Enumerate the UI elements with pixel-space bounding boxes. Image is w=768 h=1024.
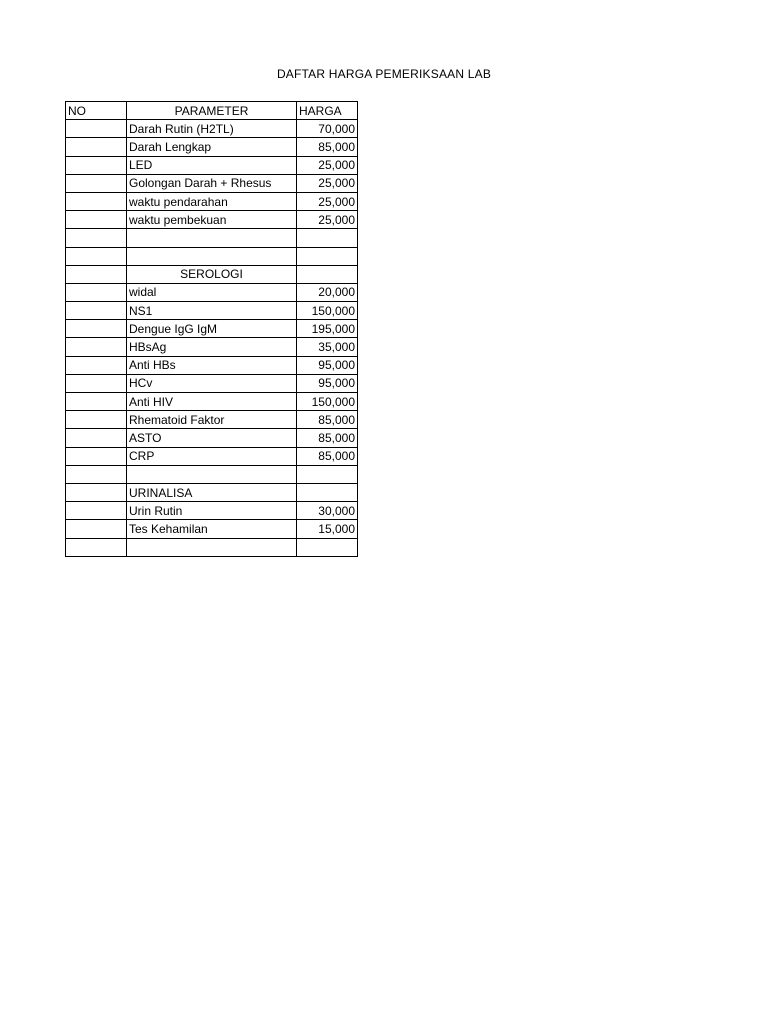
harga-cell [297, 247, 358, 265]
harga-cell: 85,000 [297, 447, 358, 465]
table-row [66, 338, 358, 356]
section-heading: URINALISA [127, 483, 297, 501]
row-no-cell [66, 192, 127, 210]
parameter-cell: LED [127, 156, 297, 174]
harga-cell: 195,000 [297, 320, 358, 338]
section-row [66, 265, 358, 283]
row-no-cell [66, 502, 127, 520]
parameter-cell: Tes Kehamilan [127, 520, 297, 538]
table-header-row [66, 102, 358, 120]
table-row [66, 302, 358, 320]
table-row [66, 447, 358, 465]
harga-cell: 20,000 [297, 283, 358, 301]
parameter-cell: CRP [127, 447, 297, 465]
row-no-cell [66, 447, 127, 465]
parameter-cell: Darah Rutin (H2TL) [127, 120, 297, 138]
section-heading: SEROLOGI [127, 265, 297, 283]
table-row [66, 174, 358, 192]
harga-cell: 85,000 [297, 429, 358, 447]
harga-cell: 25,000 [297, 192, 358, 210]
row-no-cell [66, 156, 127, 174]
harga-cell: 95,000 [297, 374, 358, 392]
harga-cell [297, 265, 358, 283]
table-row [66, 429, 358, 447]
parameter-cell: Darah Lengkap [127, 138, 297, 156]
harga-cell [297, 465, 358, 483]
harga-cell: 85,000 [297, 411, 358, 429]
harga-cell [297, 229, 358, 247]
row-no-cell [66, 465, 127, 483]
table-row [66, 120, 358, 138]
harga-cell: 150,000 [297, 393, 358, 411]
parameter-cell: Urin Rutin [127, 502, 297, 520]
empty-row [66, 465, 358, 483]
parameter-cell [127, 538, 297, 556]
column-header-harga: HARGA [297, 102, 358, 120]
parameter-cell: ASTO [127, 429, 297, 447]
empty-row [66, 247, 358, 265]
row-no-cell [66, 302, 127, 320]
row-no-cell [66, 174, 127, 192]
row-no-cell [66, 338, 127, 356]
table-row [66, 320, 358, 338]
row-no-cell [66, 320, 127, 338]
parameter-cell: HBsAg [127, 338, 297, 356]
column-header-parameter: PARAMETER [127, 102, 297, 120]
parameter-cell: Anti HIV [127, 393, 297, 411]
parameter-cell [127, 465, 297, 483]
price-table [65, 101, 358, 557]
row-no-cell [66, 265, 127, 283]
table-row [66, 192, 358, 210]
parameter-cell [127, 229, 297, 247]
table-row [66, 283, 358, 301]
row-no-cell [66, 429, 127, 447]
row-no-cell [66, 229, 127, 247]
parameter-cell: Anti HBs [127, 356, 297, 374]
column-header-no: NO [66, 102, 127, 120]
harga-cell [297, 483, 358, 501]
row-no-cell [66, 411, 127, 429]
parameter-cell: waktu pembekuan [127, 211, 297, 229]
harga-cell [297, 538, 358, 556]
table-row [66, 520, 358, 538]
harga-cell: 25,000 [297, 174, 358, 192]
section-row [66, 483, 358, 501]
parameter-cell: Rhematoid Faktor [127, 411, 297, 429]
table-row [66, 138, 358, 156]
harga-cell: 70,000 [297, 120, 358, 138]
row-no-cell [66, 211, 127, 229]
parameter-cell [127, 247, 297, 265]
parameter-cell: NS1 [127, 302, 297, 320]
row-no-cell [66, 483, 127, 501]
row-no-cell [66, 374, 127, 392]
table-row [66, 411, 358, 429]
parameter-cell: waktu pendarahan [127, 192, 297, 210]
harga-cell: 15,000 [297, 520, 358, 538]
empty-row [66, 229, 358, 247]
parameter-cell: Dengue IgG IgM [127, 320, 297, 338]
table-row [66, 502, 358, 520]
parameter-cell: Golongan Darah + Rhesus [127, 174, 297, 192]
table-row [66, 211, 358, 229]
row-no-cell [66, 283, 127, 301]
parameter-cell: widal [127, 283, 297, 301]
harga-cell: 25,000 [297, 211, 358, 229]
table-body [66, 120, 358, 557]
harga-cell: 30,000 [297, 502, 358, 520]
harga-cell: 35,000 [297, 338, 358, 356]
parameter-cell: HCv [127, 374, 297, 392]
page-title: DAFTAR HARGA PEMERIKSAAN LAB [276, 67, 492, 81]
table-row [66, 156, 358, 174]
row-no-cell [66, 538, 127, 556]
harga-cell: 95,000 [297, 356, 358, 374]
harga-cell: 25,000 [297, 156, 358, 174]
row-no-cell [66, 120, 127, 138]
table-row [66, 374, 358, 392]
row-no-cell [66, 393, 127, 411]
row-no-cell [66, 138, 127, 156]
table-row [66, 356, 358, 374]
harga-cell: 85,000 [297, 138, 358, 156]
row-no-cell [66, 247, 127, 265]
harga-cell: 150,000 [297, 302, 358, 320]
row-no-cell [66, 356, 127, 374]
empty-row [66, 538, 358, 556]
row-no-cell [66, 520, 127, 538]
table-row [66, 393, 358, 411]
